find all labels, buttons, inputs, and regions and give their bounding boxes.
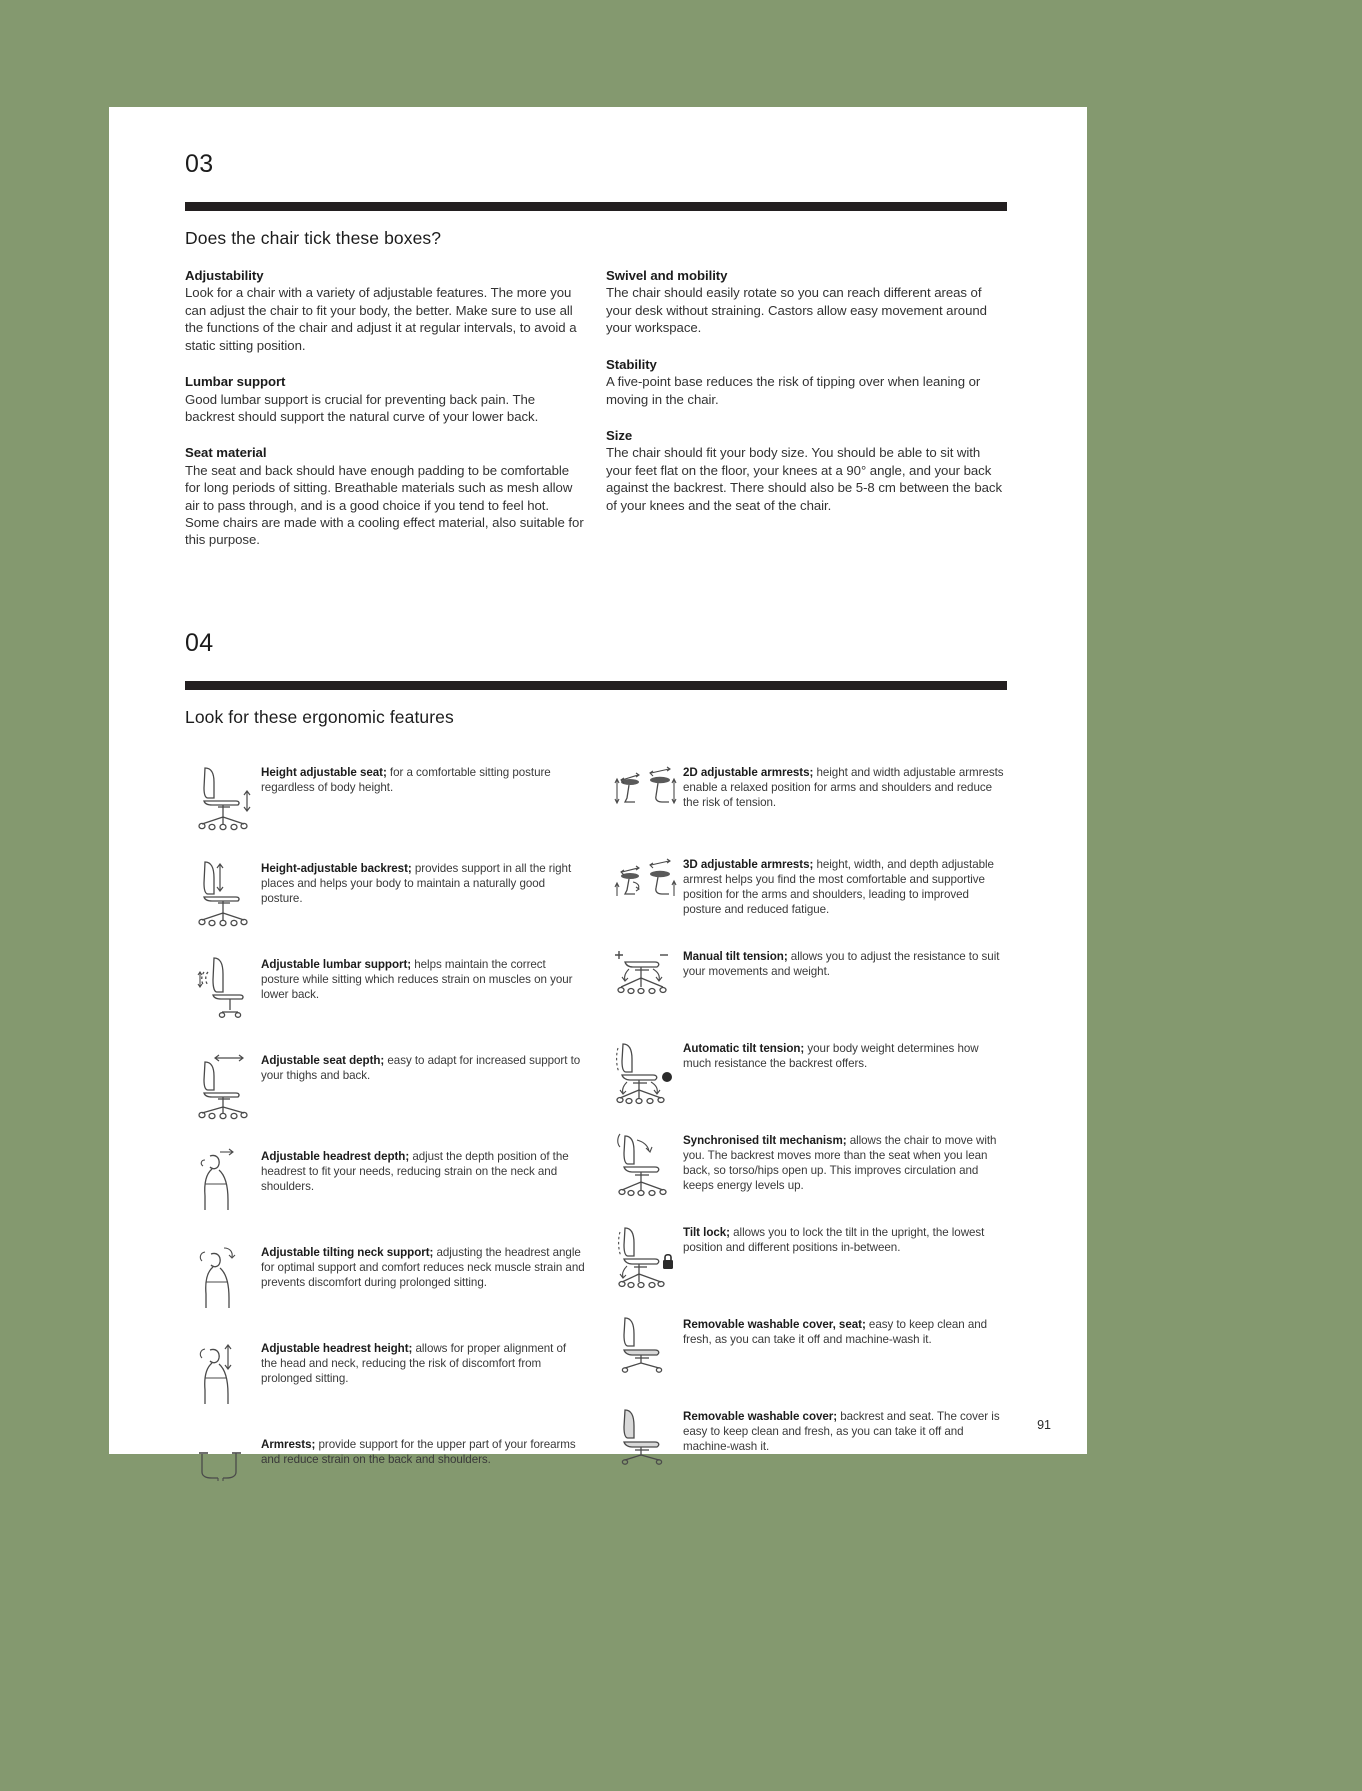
topic-heading: Stability xyxy=(606,356,657,372)
feature-term: Armrests; xyxy=(261,1437,316,1451)
feature-term: Adjustable lumbar support; xyxy=(261,957,412,971)
feature-desc: easy to adapt for increased support to your thighs and back. xyxy=(261,1053,581,1083)
feature-description xyxy=(683,1034,1007,1071)
feature-desc: height, width, and depth adjustable armrest helps you find the most comfortable and supportive position for the arms and shoulders, leading to improved posture and reduced fatigue. xyxy=(683,857,994,917)
feature-item xyxy=(607,942,1007,1014)
page-number: 91 xyxy=(1037,1418,1051,1432)
feature-desc: helps maintain the correct posture while sitting which reduces strain on muscles on your lower back. xyxy=(261,957,573,1002)
feature-description xyxy=(261,950,585,1003)
feature-desc: allows for proper alignment of the head and neck, reducing the risk of discomfort from prolonged sitting. xyxy=(261,1341,567,1386)
feature-term: Removable washable cover; xyxy=(683,1409,838,1423)
feature-item xyxy=(607,1126,1007,1198)
topic-body: The seat and back should have enough padding to be comfortable for long periods of sitting. Breathable materials such as mesh allow air to pass through, and is a good choice if you tend to feel hot. Some chairs are made with a cooling effect material, also suitable for this purpose. xyxy=(185,462,584,548)
feature-description xyxy=(261,1046,585,1083)
chair-lumbar-support-icon xyxy=(185,950,261,1026)
feature-description xyxy=(683,758,1007,811)
section-04-columns xyxy=(185,758,1007,1526)
feature-term: Removable washable cover, seat; xyxy=(683,1317,866,1331)
feature-description xyxy=(683,1126,1007,1194)
topic-body: Good lumbar support is crucial for preventing back pain. The backrest should support the natural curve of your lower back. xyxy=(185,391,539,424)
feature-term: Manual tilt tension; xyxy=(683,949,788,963)
feature-item xyxy=(185,758,585,834)
automatic-tilt-tension-icon xyxy=(607,1034,683,1106)
manual-tilt-tension-icon xyxy=(607,942,683,1010)
chair-backrest-height-icon xyxy=(185,854,261,930)
topic-heading: Lumbar support xyxy=(185,374,286,390)
feature-desc: your body weight determines how much resistance the backrest offers. xyxy=(683,1041,979,1071)
feature-item xyxy=(185,1334,585,1410)
feature-term: Adjustable seat depth; xyxy=(261,1053,385,1067)
section-03 xyxy=(185,152,1007,549)
feature-item xyxy=(185,1046,585,1122)
feature-description xyxy=(683,1402,1007,1455)
topic-heading: Swivel and mobility xyxy=(606,268,728,283)
feature-term: Height-adjustable backrest; xyxy=(261,861,412,875)
feature-desc: allows you to lock the tilt in the upright, the lowest position and different positions in-between. xyxy=(683,1225,985,1255)
feature-item xyxy=(607,758,1007,830)
section-03-title: Does the chair tick these boxes? xyxy=(185,228,442,248)
section-04 xyxy=(185,628,1007,1526)
feature-term: Adjustable headrest height; xyxy=(261,1341,413,1355)
feature-item xyxy=(185,1430,585,1506)
feature-term: 2D adjustable armrests; xyxy=(683,765,814,779)
feature-item xyxy=(185,1238,585,1314)
feature-desc: provide support for the upper part of your forearms and reduce strain on the back and shoulders. xyxy=(261,1437,576,1467)
headrest-height-icon xyxy=(185,1334,261,1410)
feature-description xyxy=(683,1310,1007,1347)
headrest-depth-icon xyxy=(185,1142,261,1218)
washable-cover-backrest-seat-icon xyxy=(607,1402,683,1470)
feature-desc: allows the chair to move with you. The backrest moves more than the seat when you lean back, so torso/hips open up. This improves circulation and keeps energy levels up. xyxy=(683,1133,997,1193)
section-04-left-column xyxy=(185,758,585,1526)
washable-cover-seat-icon xyxy=(607,1310,683,1378)
feature-item xyxy=(607,1218,1007,1290)
feature-desc: height and width adjustable armrests enable a relaxed position for arms and shoulders and reduce the risk of tension. xyxy=(683,765,1004,810)
feature-term: Adjustable tilting neck support; xyxy=(261,1245,434,1259)
topic-body: Look for a chair with a variety of adjustable features. The more you can adjust the chair to fit your body, the better. Make sure to use all the functions of the chair and adjust it at regular intervals, to avoid a static sitting position. xyxy=(185,285,577,353)
armrests-icon xyxy=(185,1430,261,1506)
feature-desc: easy to keep clean and fresh, as you can take it off and machine-wash it. xyxy=(683,1317,988,1347)
chair-seat-height-icon xyxy=(185,758,261,834)
feature-desc: provides support in all the right places and helps your body to maintain a naturally good posture. xyxy=(261,861,572,906)
feature-desc: adjusting the headrest angle for optimal support and comfort reduces neck muscle strain and prevents discomfort during prolonged sitting. xyxy=(261,1245,585,1290)
page-content xyxy=(185,152,1007,1526)
synchronised-tilt-icon xyxy=(607,1126,683,1198)
topic-swivel-and-mobility xyxy=(606,267,1006,337)
armrest-2d-icon xyxy=(607,758,683,822)
feature-term: Synchronised tilt mechanism; xyxy=(683,1133,847,1147)
feature-description xyxy=(261,758,585,795)
feature-description xyxy=(261,854,585,907)
feature-desc: for a comfortable sitting posture regardless of body height. xyxy=(261,765,551,795)
feature-term: Automatic tilt tension; xyxy=(683,1041,805,1055)
section-04-right-column xyxy=(607,758,1007,1526)
feature-term: Adjustable headrest depth; xyxy=(261,1149,410,1163)
feature-item xyxy=(607,1310,1007,1382)
feature-description xyxy=(683,1218,1007,1255)
section-03-right-column xyxy=(606,267,1006,549)
topic-adjustability xyxy=(185,267,585,354)
feature-description xyxy=(261,1430,585,1467)
topic-heading: Size xyxy=(606,427,633,443)
topic-lumbar-support xyxy=(185,373,585,425)
section-03-rule xyxy=(185,202,1007,211)
tilting-neck-support-icon xyxy=(185,1238,261,1314)
feature-desc: adjust the depth position of the headrest to fit your needs, reducing strain on the neck and shoulders. xyxy=(261,1149,569,1194)
chair-seat-depth-icon xyxy=(185,1046,261,1122)
topic-size xyxy=(606,427,1006,514)
document-page xyxy=(109,107,1087,1467)
topic-seat-material xyxy=(185,444,585,549)
topic-body: The chair should easily rotate so you can reach different areas of your desk without straining. Castors allow easy movement around your workspace. xyxy=(606,285,987,336)
section-04-title: Look for these ergonomic features xyxy=(185,706,454,727)
feature-desc: backrest and seat. The cover is easy to keep clean and fresh, as you can take it off and machine-wash it. xyxy=(683,1409,1000,1454)
section-04-number: 04 xyxy=(185,628,214,657)
feature-item xyxy=(185,1142,585,1218)
feature-item xyxy=(185,854,585,930)
feature-description xyxy=(261,1142,585,1195)
feature-description xyxy=(683,942,1007,979)
topic-heading: Seat material xyxy=(185,445,267,461)
feature-item xyxy=(607,1402,1007,1474)
feature-description xyxy=(683,850,1007,918)
feature-item xyxy=(607,850,1007,922)
topic-body: The chair should fit your body size. You should be able to sit with your feet flat on the floor, your knees at a 90° angle, and your back against the backrest. There should also be 5-8 cm between the back of your knees and the seat of the chair. xyxy=(606,445,1002,513)
section-03-left-column xyxy=(185,267,585,549)
feature-desc: allows you to adjust the resistance to suit your movements and weight. xyxy=(683,949,1000,979)
section-03-number: 03 xyxy=(185,150,214,178)
feature-item xyxy=(607,1034,1007,1106)
tilt-lock-icon xyxy=(607,1218,683,1290)
feature-item xyxy=(185,950,585,1026)
feature-description xyxy=(261,1238,585,1291)
feature-term: Height adjustable seat; xyxy=(261,765,387,779)
armrest-3d-icon xyxy=(607,850,683,914)
topic-body: A five-point base reduces the risk of tipping over when leaning or moving in the chair. xyxy=(606,374,981,407)
feature-term: 3D adjustable armrests; xyxy=(683,857,814,871)
topic-stability xyxy=(606,356,1006,408)
feature-term: Tilt lock; xyxy=(683,1225,730,1239)
feature-description xyxy=(261,1334,585,1387)
section-03-columns xyxy=(185,267,1007,549)
section-04-rule xyxy=(185,681,1007,690)
topic-heading: Adjustability xyxy=(185,268,264,283)
